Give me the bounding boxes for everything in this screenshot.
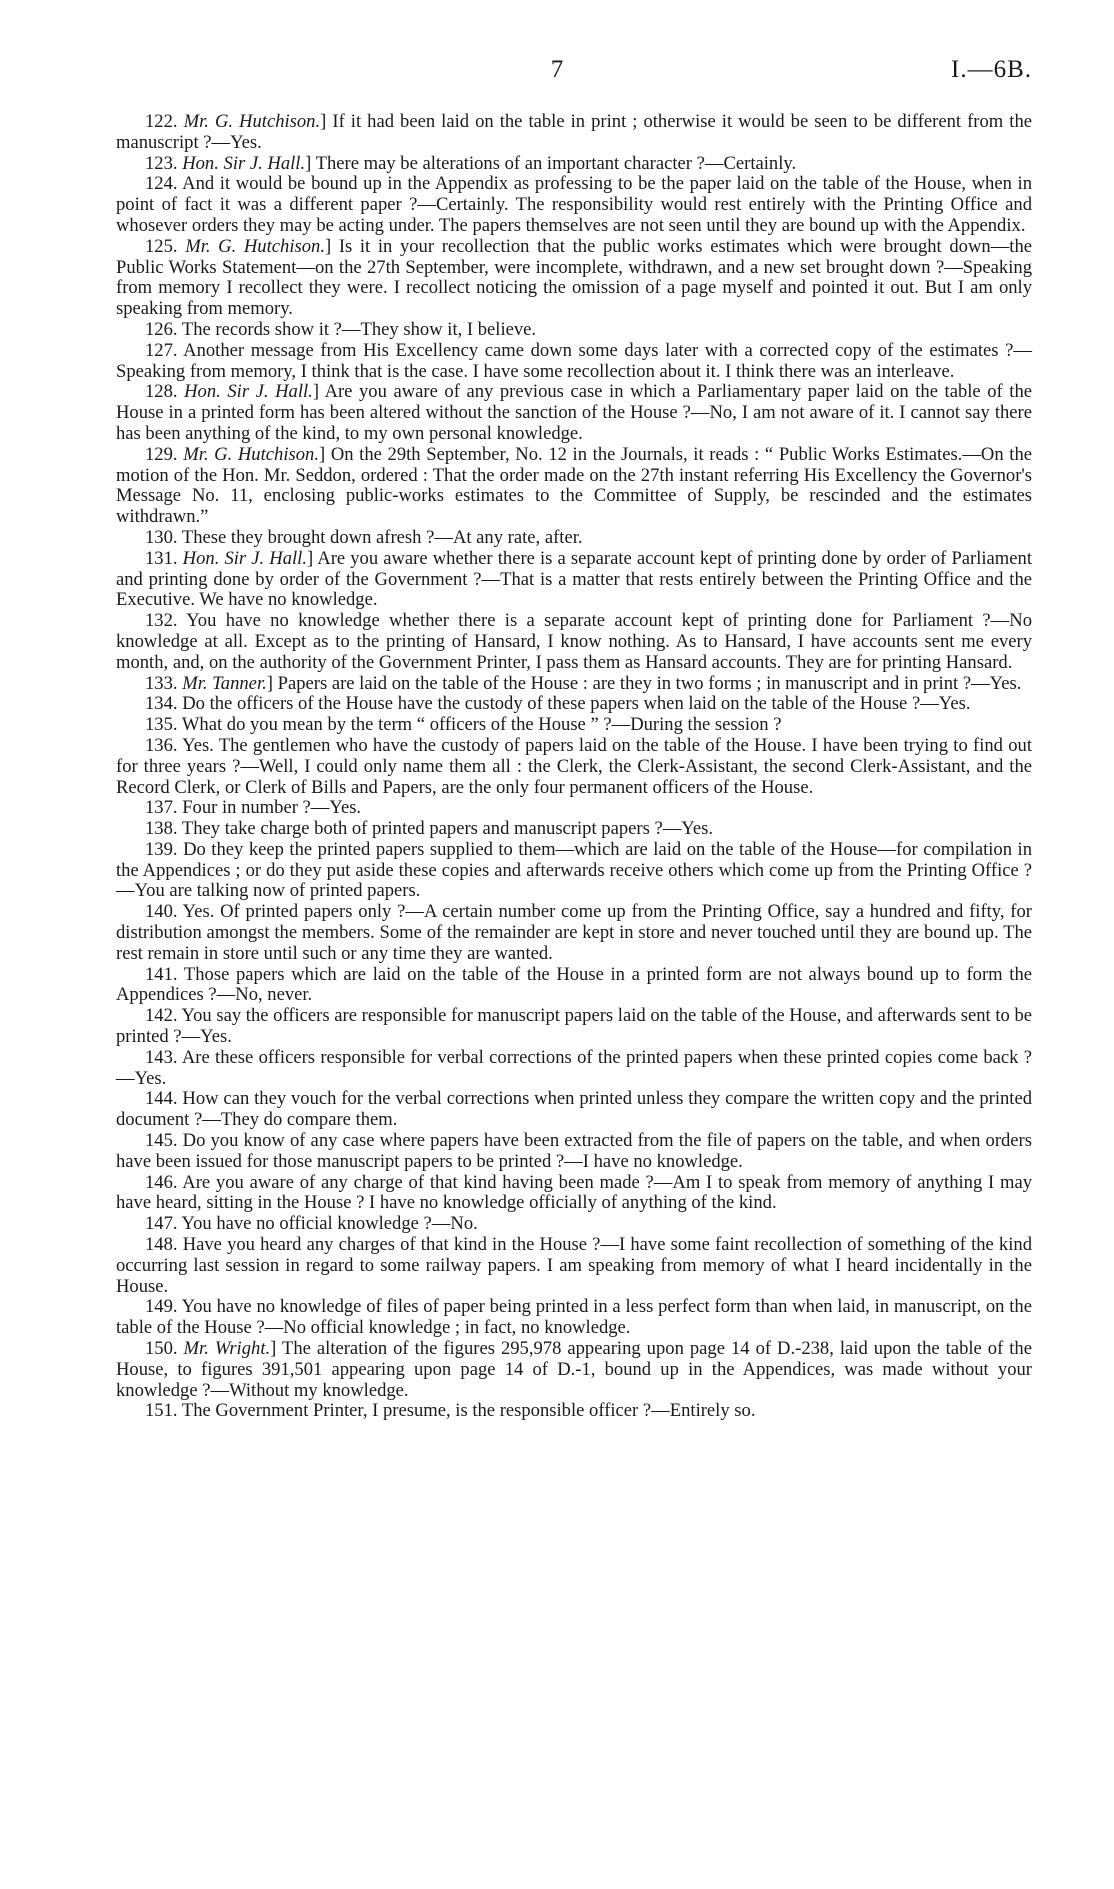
question-number: 135.	[145, 714, 178, 736]
question-number: 151.	[145, 1400, 178, 1422]
question-number: 142.	[145, 1005, 178, 1027]
question-paragraph	[116, 1006, 1032, 1048]
question-text: Do the officers of the House have the custody of these papers when laid on the table of the House ?—Yes.	[182, 693, 971, 715]
question-text: Are these officers responsible for verbal corrections of the printed papers when these printed copies come back ?—Yes.	[116, 1046, 1033, 1089]
question-paragraph	[116, 715, 1032, 736]
question-paragraph	[116, 1401, 1032, 1422]
question-text: There may be alterations of an important character ?—Certainly.	[315, 152, 797, 174]
question-paragraph: 129. Mr. G. Hutchison.] On the 29th September, No. 12 in the Journals, it reads : “ Public Works Estimates.—On the motion of the Hon. Mr. Seddon, ordered : That the order made on the 27th instant referring His Excellency the Governor's Message No. 11, enclosing public-works estimates to the Committee of Supply, be rescinded and the estimates withdrawn.”	[116, 443, 1033, 528]
question-paragraph: 122. Mr. G. Hutchison.] If it had been laid on the table in print ; otherwise it would be seen to be different from the manuscript ?—Yes.	[116, 111, 1033, 153]
question-number: 131.	[145, 547, 178, 569]
question-text: The records show it ?—They show it, I believe.	[181, 318, 537, 340]
question-paragraph	[116, 840, 1032, 902]
question-text: Another message from His Excellency came down some days later with a corrected copy of the estimates ?—Speaking from memory, I think that is the case. I have some recollection about it. I think there was an interleave.	[116, 339, 1032, 382]
question-text: Are you aware of any previous case in which a Parliamentary paper laid on the table of the House in a printed form has been altered without the sanction of the House ?—No, I am not aware of it. I cannot say there has been anything of the kind, to my own personal knowledge.	[116, 381, 1033, 444]
speaker-name: Hon. Sir J. Hall.	[182, 152, 306, 174]
question-text: What do you mean by the term “ officers of the House ” ?—During the session ?	[181, 714, 782, 736]
question-text: And it would be bound up in the Appendix as professing to be the paper laid on the table of the House, when in point of fact it was a different paper ?—Certainly. The responsibility would rest entirely with the Printing Office and whosever orders they may be acting under. The papers themselves are not seen until they are bound up with the Appendix.	[116, 173, 1032, 236]
question-text: Four in number ?—Yes.	[182, 797, 362, 819]
question-number: 126.	[145, 318, 178, 340]
question-text: Do they keep the printed papers supplied to them—which are laid on the table of the House—for compilation in the Appendices ; or do they put aside these copies and afterwards receive others which come up from the Printing Office ?—You are talking now of printed papers.	[116, 838, 1032, 902]
question-text: Yes. Of printed papers only ?—A certain number come up from the Printing Office, say a hundred and fifty, for distribution amongst the members. Some of the remainder are kept in store and never touched until they are bound up. The rest remain in store until such or any time they are wanted.	[116, 901, 1032, 964]
question-text: Do you know of any case where papers have been extracted from the file of papers on the table, and when orders have been issued for those manuscript papers to be printed ?—I have no knowledge.	[116, 1130, 1032, 1172]
question-paragraph: 133. Mr. Tanner.] Papers are laid on the table of the House : are they in two forms ; in manuscript and in print ?—Yes.	[145, 672, 1022, 694]
question-paragraph	[116, 1214, 1032, 1235]
question-number: 140.	[145, 901, 178, 923]
speaker-name: Mr. Tanner.	[182, 672, 267, 694]
question-text: Have you heard any charges of that kind in the House ?—I have some faint recollection of something of the kind occurring last session in regard to some railway papers. I am speaking from memory of what I heard incidentally in the House.	[116, 1234, 1032, 1297]
question-number: 128.	[145, 381, 178, 403]
question-text: They take charge both of printed papers and manuscript papers ?—Yes.	[181, 818, 714, 840]
question-text: Those papers which are laid on the table of the House in a printed form are not always bound up to form the Appendices ?—No, never.	[116, 963, 1032, 1006]
page-header	[0, 50, 1114, 90]
question-text: You have no official knowledge ?—No.	[181, 1213, 478, 1235]
question-paragraph	[116, 320, 1032, 341]
page-number: 7	[550, 56, 564, 83]
question-number: 133.	[145, 672, 178, 694]
question-number: 144.	[145, 1088, 178, 1110]
question-number: 146.	[145, 1171, 178, 1193]
question-text: Are you aware of any charge of that kind having been made ?—Am I to speak from memory of anything I may have heard, sitting in the House ? I have no knowledge officially of anything of the kind.	[116, 1171, 1033, 1214]
question-number: 145.	[145, 1130, 178, 1152]
question-number: 124.	[145, 173, 178, 195]
question-paragraph: 131. Hon. Sir J. Hall.] Are you aware whether there is a separate account kept of printing done by order of Parliament and printing done by order of the Government ?—That is a matter that rests entirely between the Printing Office and the Executive. We have no knowledge.	[116, 547, 1032, 611]
question-number: 141.	[145, 963, 178, 985]
question-number: 136.	[145, 734, 178, 756]
question-paragraph	[116, 1089, 1032, 1131]
question-paragraph	[116, 1048, 1032, 1090]
speaker-name: Hon. Sir J. Hall.	[182, 547, 307, 569]
speaker-name: Mr. Wright.	[183, 1338, 271, 1360]
speaker-name: Mr. G. Hutchison.	[183, 111, 321, 132]
question-paragraph	[116, 798, 1032, 819]
question-number: 150.	[145, 1338, 178, 1360]
question-number: 147.	[145, 1213, 178, 1235]
question-paragraph	[116, 528, 1032, 549]
question-number: 137.	[145, 797, 178, 819]
question-text: If it had been laid on the table in print ; otherwise it would be seen to be different from the manuscript ?—Yes.	[116, 111, 1033, 153]
evidence-transcript	[116, 112, 1032, 1422]
question-paragraph	[116, 611, 1032, 673]
question-text: The Government Printer, I presume, is the responsible officer ?—Entirely so.	[181, 1400, 756, 1422]
question-text: Are you aware whether there is a separate account kept of printing done by order of Parliament and printing done by order of the Government ?—That is a matter that rests entirely between the Printing Office and the Executive. We have no knowledge.	[116, 547, 1032, 611]
question-paragraph	[116, 174, 1032, 236]
question-paragraph	[116, 1173, 1032, 1215]
question-text: On the 29th September, No. 12 in the Journals, it reads : “ Public Works Estimates.—On the motion of the Hon. Mr. Seddon, ordered : That the order made on the 27th instant referring His Excellency the Governor's Message No. 11, enclosing public-works estimates to the Committee of Supply, be rescinded and the estimates withdrawn.”	[116, 443, 1033, 528]
question-paragraph: 150. Mr. Wright.] The alteration of the figures 295,978 appearing upon page 14 of D.-238, laid upon the table of the House, to figures 391,501 appearing upon page 14 of D.-1, bound up in the Appendices, was made without your knowledge ?—Without my knowledge.	[116, 1338, 1032, 1401]
question-number: 122.	[145, 111, 178, 132]
speaker-name: Mr. G. Hutchison.	[185, 235, 325, 257]
question-number: 130.	[145, 526, 178, 548]
speaker-name: Hon. Sir J. Hall.	[184, 381, 313, 403]
question-text: These they brought down afresh ?—At any rate, after.	[181, 526, 583, 548]
speaker-name: Mr. G. Hutchison.	[183, 443, 319, 465]
question-text: You have no knowledge whether there is a separate account kept of printing done for Parliament ?—No knowledge at all. Except as to the printing of Hansard, I know nothing. As to Hansard, I have accounts sent me every month, and, on the authority of the Government Printer, I pass them as Hansard accounts. They are for printing Hansard.	[116, 610, 1032, 673]
question-paragraph: 125. Mr. G. Hutchison.] Is it in your recollection that the public works estimates which were brought down—the Public Works Statement—on the 27th September, were incomplete, withdrawn, and a new set brought down ?—Speaking from memory I recollect they were. I recollect noticing the omission of a page myself and pointed it out. But I am only speaking from memory.	[116, 235, 1032, 320]
question-text: Is it in your recollection that the public works estimates which were brought down—the Public Works Statement—on the 27th September, were incomplete, withdrawn, and a new set brought down ?—Speaking from memory I recollect they were. I recollect noticing the omission of a page myself and pointed it out. But I am only speaking from memory.	[116, 235, 1032, 320]
question-text: Yes. The gentlemen who have the custody of papers laid on the table of the House. I have been trying to find out for three years ?—Well, I could only name them all : the Clerk, the Clerk-Assistant, the second Clerk-Assistant, and the Record Clerk, or Clerk of Bills and Papers, are the only four permanent officers of the House.	[116, 734, 1032, 798]
question-number: 143.	[145, 1046, 178, 1068]
question-paragraph	[116, 1131, 1032, 1173]
question-paragraph: 128. Hon. Sir J. Hall.] Are you aware of any previous case in which a Parliamentary paper laid on the table of the House in a printed form has been altered without the sanction of the House ?—No, I am not aware of it. I cannot say there has been anything of the kind, to my own personal knowledge.	[116, 381, 1033, 444]
question-paragraph	[116, 736, 1032, 798]
question-paragraph	[116, 965, 1032, 1007]
question-paragraph	[116, 1235, 1032, 1297]
question-paragraph	[116, 1297, 1032, 1339]
question-number: 129.	[145, 443, 178, 465]
question-paragraph	[116, 341, 1032, 383]
question-number: 138.	[145, 818, 178, 840]
question-text: You say the officers are responsible for manuscript papers laid on the table of the House, and afterwards sent to be printed ?—Yes.	[116, 1005, 1033, 1048]
question-number: 127.	[145, 339, 178, 361]
question-paragraph	[116, 694, 1032, 715]
question-paragraph	[116, 902, 1032, 964]
question-number: 123.	[145, 152, 178, 174]
question-number: 139.	[145, 838, 178, 860]
question-paragraph: 123. Hon. Sir J. Hall.] There may be alterations of an important character ?—Certainly.	[145, 152, 797, 174]
question-text: Papers are laid on the table of the House : are they in two forms ; in manuscript and in print ?—Yes.	[277, 672, 1022, 694]
question-number: 132.	[145, 610, 178, 632]
question-text: You have no knowledge of files of paper being printed in a less perfect form than when laid, in manuscript, on the table of the House ?—No official knowledge ; in fact, no knowledge.	[116, 1296, 1032, 1339]
question-number: 148.	[145, 1234, 178, 1256]
question-number: 149.	[145, 1296, 178, 1318]
question-text: The alteration of the figures 295,978 appearing upon page 14 of D.-238, laid upon the table of the House, to figures 391,501 appearing upon page 14 of D.-1, bound up in the Appendices, was made without your knowledge ?—Without my knowledge.	[116, 1338, 1032, 1401]
question-paragraph	[116, 819, 1032, 840]
question-number: 134.	[145, 693, 178, 715]
question-number: 125.	[145, 235, 178, 257]
question-text: How can they vouch for the verbal corrections when printed unless they compare the written copy and the printed document ?—They do compare them.	[116, 1088, 1033, 1131]
document-reference: I.—6B.	[951, 56, 1032, 83]
